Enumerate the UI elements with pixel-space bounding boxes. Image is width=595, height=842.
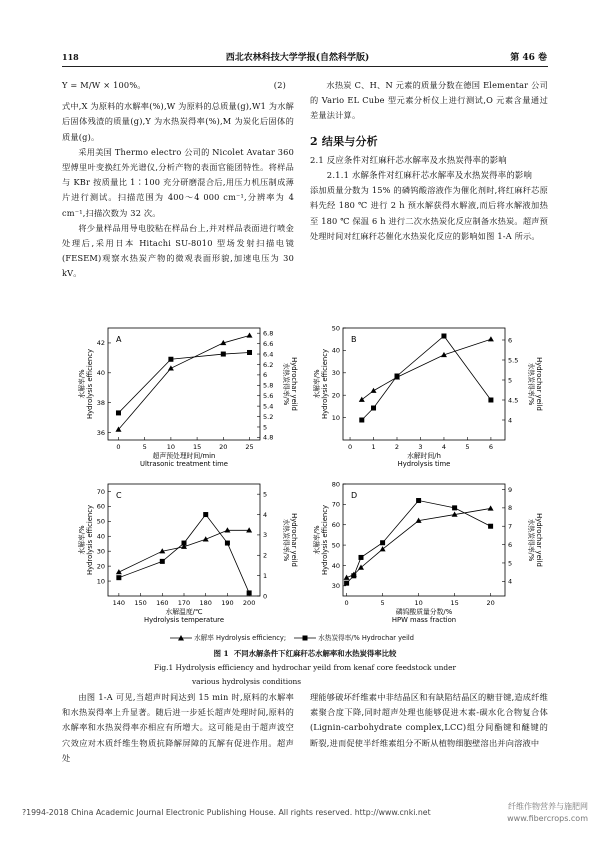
hydrochar-point: [452, 505, 457, 510]
x-tick-label: 180: [199, 599, 212, 607]
hydrochar-point: [359, 418, 364, 423]
hydrolysis-line: [362, 339, 491, 399]
hydrolysis-point: [247, 332, 253, 337]
y2-tick-label: 4: [508, 416, 513, 425]
legend-triangle-marker: [170, 634, 192, 642]
hydrochar-point: [247, 350, 252, 355]
hydrolysis-point: [371, 388, 377, 393]
x-tick-label: 5: [142, 443, 147, 451]
y-tick-label: 40: [331, 346, 340, 355]
y-axis-label: 水解率/%: [313, 525, 321, 555]
y-tick-label: 40: [96, 369, 105, 378]
y-tick-label: 50: [96, 517, 105, 526]
hydrochar-point: [160, 559, 165, 564]
hydrolysis-point: [116, 569, 122, 574]
y2-tick-label: 6.8: [263, 329, 274, 338]
y2-tick-label: 6.6: [263, 339, 274, 348]
x-tick-label: 150: [134, 599, 147, 607]
hydrochar-line: [119, 515, 249, 593]
y2-tick-label: 5: [263, 423, 268, 432]
y2-tick-label: 7: [508, 522, 513, 531]
y-tick-label: 30: [331, 582, 340, 591]
bottom-right-column: [310, 690, 548, 751]
y2-tick-label: 5.2: [263, 412, 274, 421]
x-axis-label: 超声预处理时间/min: [152, 452, 216, 460]
y2-tick-label: 3: [263, 531, 268, 540]
hydrolysis-point: [488, 336, 494, 341]
hydrochar-point: [359, 555, 364, 560]
y-tick-label: 50: [331, 324, 340, 333]
y2-axis-label-en: Hydrochar yeild: [290, 357, 298, 411]
y2-tick-label: 4.8: [263, 433, 274, 442]
y-tick-label: 30: [96, 547, 105, 556]
y-tick-label: 30: [331, 369, 340, 378]
hydrochar-line: [362, 336, 491, 420]
bottom-left-column: [62, 690, 294, 766]
y-tick-label: 40: [331, 561, 340, 570]
subsection-heading: 2.1 反应条件对红麻秆芯水解率及水热炭得率的影响: [310, 154, 507, 165]
chart-panel-b: [305, 320, 545, 474]
legend-square-marker: [294, 634, 316, 642]
x-tick-label: 200: [242, 599, 256, 607]
chart-c-svg: [70, 476, 300, 626]
plot-frame: [108, 484, 260, 596]
volume-label: 第 46 卷: [510, 53, 547, 63]
hydrolysis-point: [488, 505, 494, 510]
y2-tick-label: 5: [508, 559, 513, 568]
equation-number: (2): [273, 80, 286, 90]
hydrolysis-point: [380, 546, 386, 551]
x-tick-label: 5: [465, 443, 470, 451]
hydrochar-point: [225, 541, 230, 546]
y-tick-label: 50: [331, 541, 340, 550]
y-tick-label: 70: [96, 487, 105, 496]
y2-axis-label: 水热炭得率/%: [527, 362, 535, 406]
x-axis-label: 磷钨酸质量分数/%: [395, 608, 453, 616]
y2-tick-label: 2: [263, 551, 268, 560]
hydrochar-point: [371, 406, 376, 411]
x-tick-label: 0: [347, 443, 353, 451]
hydrochar-line: [347, 501, 491, 584]
y2-tick-label: 6: [263, 371, 268, 380]
x-tick-label: 25: [245, 443, 254, 451]
hydrolysis-point: [168, 365, 174, 370]
formula-line: [62, 78, 294, 93]
y-tick-label: 20: [331, 391, 340, 400]
panel-letter: A: [116, 335, 122, 344]
x-tick-label: 4: [441, 443, 447, 451]
y-tick-label: 42: [96, 339, 105, 348]
page-number: 118: [62, 52, 79, 62]
y2-axis-label-en: Hydrochar yeild: [290, 513, 298, 567]
plot-frame: [343, 328, 505, 440]
x-tick-label: 140: [112, 599, 126, 607]
formula: Y = M/W × 100%。: [62, 80, 146, 90]
panel-letter: B: [351, 335, 357, 344]
copyright-footer: ?1994-2018 China Academic Journal Electronic Publishing House. All rights reserved. http://www.cnki.net: [22, 808, 431, 817]
x-tick-label: 10: [414, 599, 423, 607]
hydrochar-point: [488, 524, 493, 529]
x-tick-label: 0: [116, 443, 121, 451]
y2-axis-label-en: Hydrochar yeild: [535, 513, 543, 567]
y-tick-label: 36: [96, 428, 105, 437]
y2-tick-label: 5.5: [508, 356, 519, 365]
x-axis-label-en: Hydrolysis temperature: [143, 616, 225, 624]
paragraph: 添加质量分数为 15% 的磷钨酸溶液作为催化剂时,将红麻秆芯原料先经 180 ℃ 进行 2 h 预水解获得水解液,而后将水解液加热至 180 ℃ 保温 6 h 进行二次水热炭化反应制备水热炭。超声预处理时间对红麻秆芯催化水热炭化反应的影响如图 1-A 所示。: [310, 185, 548, 241]
x-tick-label: 5: [380, 599, 385, 607]
watermark: 纤维作物营养与施肥网 www.fibercrops.com: [507, 802, 588, 823]
y-axis-label-en: Hydrolysis efficiency: [86, 505, 94, 575]
panel-letter: D: [351, 491, 358, 500]
paragraph: 采用美国 Thermo electro 公司的 Nicolet Avatar 360 型傅里叶变换红外光谱仪,分析产物的表面官能团特性。将样品与 KBr 按质量比 1∶100 充分研磨混合后,用压力机压制成薄片进行测试。扫描范围为 400～4 000 cm⁻¹,分辨率为 4 cm⁻¹,扫描次数为 32 次。: [62, 146, 294, 218]
y2-axis-label-en: Hydrochar yeild: [535, 357, 543, 411]
y-tick-label: 40: [96, 532, 105, 541]
y-tick-label: 10: [96, 577, 105, 586]
x-axis-label-en: HPW mass fraction: [391, 616, 457, 624]
y-tick-label: 60: [96, 502, 105, 511]
y2-tick-label: 6: [508, 540, 513, 549]
header-rule: [62, 66, 548, 67]
y2-tick-label: 0: [263, 592, 268, 601]
y2-axis-label: 水热炭得率/%: [282, 362, 290, 406]
y-tick-label: 60: [331, 521, 340, 530]
legend-item-hydrolysis: 水解率 Hydrolysis efficiency;: [194, 634, 287, 642]
y-tick-label: 38: [96, 398, 105, 407]
y2-tick-label: 5: [263, 490, 268, 499]
figure-caption-text: 不同水解条件下红麻秆芯水解率和水热炭得率比较: [233, 649, 397, 658]
section-heading: 2 结果与分析: [310, 134, 378, 148]
y2-tick-label: 1: [263, 571, 268, 580]
x-tick-label: 10: [166, 443, 176, 451]
hydrolysis-point: [359, 397, 365, 402]
x-axis-label-en: Ultrasonic treatment time: [140, 460, 228, 468]
hydrochar-point: [221, 352, 226, 357]
y2-axis-label: 水热炭得率/%: [282, 518, 290, 562]
hydrolysis-point: [203, 536, 209, 541]
y2-tick-label: 5: [508, 376, 513, 385]
y-axis-label-en: Hydrolysis efficiency: [321, 349, 329, 419]
paragraph: 水热炭 C、H、N 元素的质量分数在德国 Elementar 公司的 Vario EL Cube 型元素分析仪上进行测试,O 元素含量通过差量法计算。: [310, 80, 548, 121]
figure-label: 图 1: [213, 649, 229, 658]
x-axis-label: 水解时间/h: [407, 452, 441, 460]
chart-panel-a: [70, 320, 300, 474]
chart-b-svg: [305, 320, 545, 470]
figure-caption-cn: [62, 648, 548, 659]
x-tick-label: 2: [394, 443, 400, 451]
y2-tick-label: 5.4: [263, 402, 274, 411]
x-axis-label-en: Hydrolysis time: [397, 460, 451, 468]
hydrochar-point: [344, 581, 349, 586]
y2-tick-label: 6.2: [263, 360, 274, 369]
x-tick-label: 15: [450, 599, 459, 607]
journal-title: 西北农林科技大学学报(自然科学版): [225, 53, 370, 63]
x-axis-label: 水解温度/℃: [165, 608, 203, 616]
hydrochar-point: [416, 498, 421, 503]
x-tick-label: 6: [488, 443, 493, 451]
plot-frame: [108, 328, 260, 440]
figure-caption-en-2: various hydrolysis conditions: [192, 677, 302, 686]
y2-tick-label: 8: [508, 504, 513, 513]
figure-caption-en: Fig.1 Hydrolysis efficiency and hydrochar yeild from kenaf core feedstock under: [153, 663, 457, 672]
hydrolysis-line: [119, 530, 249, 572]
y-axis-label: 水解率/%: [313, 369, 321, 399]
x-tick-label: 1: [371, 443, 376, 451]
hydrochar-point: [116, 410, 121, 415]
chart-panel-c: [70, 476, 300, 630]
x-tick-label: 20: [219, 443, 228, 451]
paragraph: 式中,X 为原料的水解率(%),W 为原料的总质量(g),W1 为水解后固体残渣的质量(g),Y 为水热炭得率(%),M 为炭化后固体的质量(g)。: [62, 101, 294, 142]
y-axis-label-en: Hydrolysis efficiency: [321, 505, 329, 575]
hydrochar-point: [395, 374, 400, 379]
y2-tick-label: 6.4: [263, 350, 274, 359]
y2-tick-label: 5.6: [263, 392, 274, 401]
x-tick-label: 15: [192, 443, 202, 451]
hydrochar-point: [116, 575, 121, 580]
x-tick-label: 0: [344, 599, 349, 607]
y-tick-label: 10: [331, 413, 340, 422]
y2-tick-label: 6: [508, 336, 513, 345]
y2-tick-label: 5.8: [263, 381, 274, 390]
chart-legend: [170, 632, 414, 642]
legend-item-hydrochar: 水热炭得率/% Hydrochar yeild: [318, 634, 414, 642]
hydrochar-point: [380, 540, 385, 545]
x-tick-label: 20: [486, 599, 495, 607]
y2-tick-label: 4.5: [508, 396, 519, 405]
y-tick-label: 70: [331, 500, 340, 509]
chart-panel-d: [305, 476, 545, 630]
plot-frame: [343, 484, 505, 596]
subsubsection-heading: 2.1.1 水解条件对红麻秆芯水解率及水热炭得率的影响: [326, 170, 533, 181]
hydrochar-point: [488, 398, 493, 403]
y-axis-label-en: Hydrolysis efficiency: [86, 349, 94, 419]
y-tick-label: 20: [96, 562, 105, 571]
hydrochar-point: [247, 590, 252, 595]
chart-a-svg: [70, 320, 300, 470]
x-tick-label: 170: [177, 599, 191, 607]
x-tick-label: 3: [418, 443, 423, 451]
hydrolysis-point: [344, 575, 350, 580]
y2-tick-label: 9: [508, 485, 513, 494]
hydrolysis-point: [224, 527, 230, 532]
right-column: [310, 78, 548, 244]
hydrochar-point: [203, 512, 208, 517]
hydrochar-point: [168, 357, 173, 362]
y-axis-label: 水解率/%: [78, 369, 86, 399]
x-tick-label: 160: [156, 599, 169, 607]
y2-tick-label: 4: [263, 510, 268, 519]
y2-tick-label: 4: [508, 577, 513, 586]
paragraph: 理能够破坏纤维素中非结晶区和有缺陷结晶区的糖苷键,造成纤维素聚合度下降,同时超声处理也能够促进木素-碳水化合物复合体(Lignin-carbohydrate complex,LCC)组分间酯键和醚键的断裂,进而促使半纤维素组分不断从植物细胞壁溶出并向溶液中: [310, 692, 548, 748]
hydrolysis-point: [246, 527, 252, 532]
left-column: [62, 78, 294, 282]
panel-letter: C: [116, 491, 122, 500]
paragraph: 由图 1-A 可见,当超声时间达到 15 min 时,原料的水解率和水热炭得率上升显著。随后进一步延长超声处理时间,原料的水解率和水热炭得率亦相应有所增大。这可能是由于超声波空穴效应对木质纤维生物质抗降解屏障的瓦解有促进作用。超声处: [62, 692, 294, 763]
y2-axis-label: 水热炭得率/%: [527, 518, 535, 562]
y-tick-label: 80: [331, 480, 340, 489]
paragraph: 将少量样品用导电胶粘在样品台上,并对样品表面进行喷金处理后,采用日本 Hitachi SU-8010 型场发射扫描电镜(FESEM)观察水热炭产物的微观表面形貌,加速电压为 30 kV。: [62, 222, 294, 279]
y-axis-label: 水解率/%: [78, 525, 86, 555]
hydrochar-point: [182, 541, 187, 546]
hydrochar-point: [351, 573, 356, 578]
x-tick-label: 190: [221, 599, 234, 607]
chart-d-svg: [305, 476, 545, 626]
hydrolysis-line: [118, 335, 249, 429]
hydrochar-point: [441, 334, 446, 339]
